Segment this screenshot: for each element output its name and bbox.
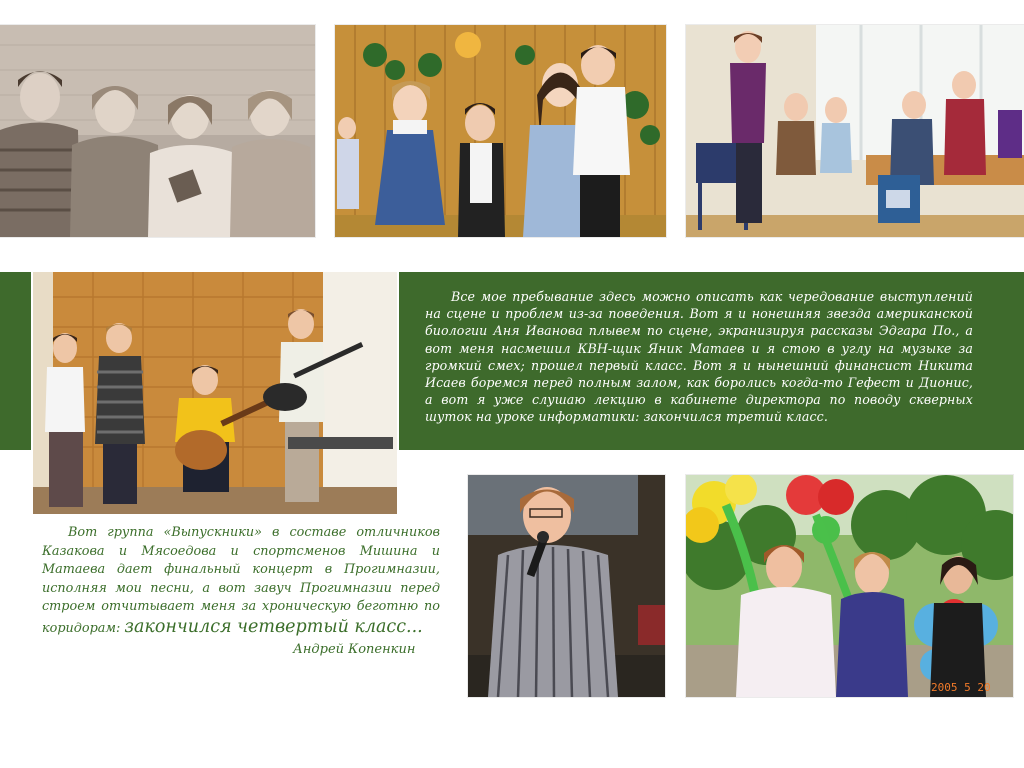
bottom-text-main: Вот группа «Выпускники» в составе отличников Казакова и Мясоедова и спортсменов Мишина и Матаева дает финальный концерт в Прогимназии, исполняя мои песни, а вот завуч Прогимназии перед строем отчитывает меня за хроническую беготню по коридорам: bbox=[42, 525, 440, 636]
bottom-text-emphasis: закончился четвертый класс... bbox=[124, 616, 423, 637]
photo-four-girls bbox=[0, 25, 315, 237]
date-stamp: 2005 5 20 bbox=[931, 681, 991, 694]
photo-classroom-window bbox=[686, 25, 1024, 237]
author-signature: Андрей Копенкин bbox=[293, 642, 416, 657]
band-text: Все мое пребывание здесь можно описать как чередование выступлений на сцене и проблем из-за поведения. Вот я и нонешняя звезда американской биологии Аня Иванова плывем по сцене, экранизируя рассказы Эдгара По., а вот меня насмешил КВН-щик Яник Матаев и я стою в углу на музыке за громкий смех; прошел первый класс. Вот я и нынешний финансист Никита Исаев боремся перед полным залом, как боролись когда-то Гефест и Дионис, а вот я уже слушаю лекцию в кабинете директора по поводу скверных шуток на уроке информатики: закончился третий класс. bbox=[425, 289, 973, 425]
photo-teacher-microphone bbox=[468, 475, 665, 697]
bottom-paragraph bbox=[42, 524, 440, 639]
photo-balloons-outdoor bbox=[686, 475, 1013, 697]
photo-guitar-concert bbox=[33, 272, 397, 514]
band-paragraph bbox=[425, 288, 973, 426]
photo-stage-dance bbox=[335, 25, 666, 237]
